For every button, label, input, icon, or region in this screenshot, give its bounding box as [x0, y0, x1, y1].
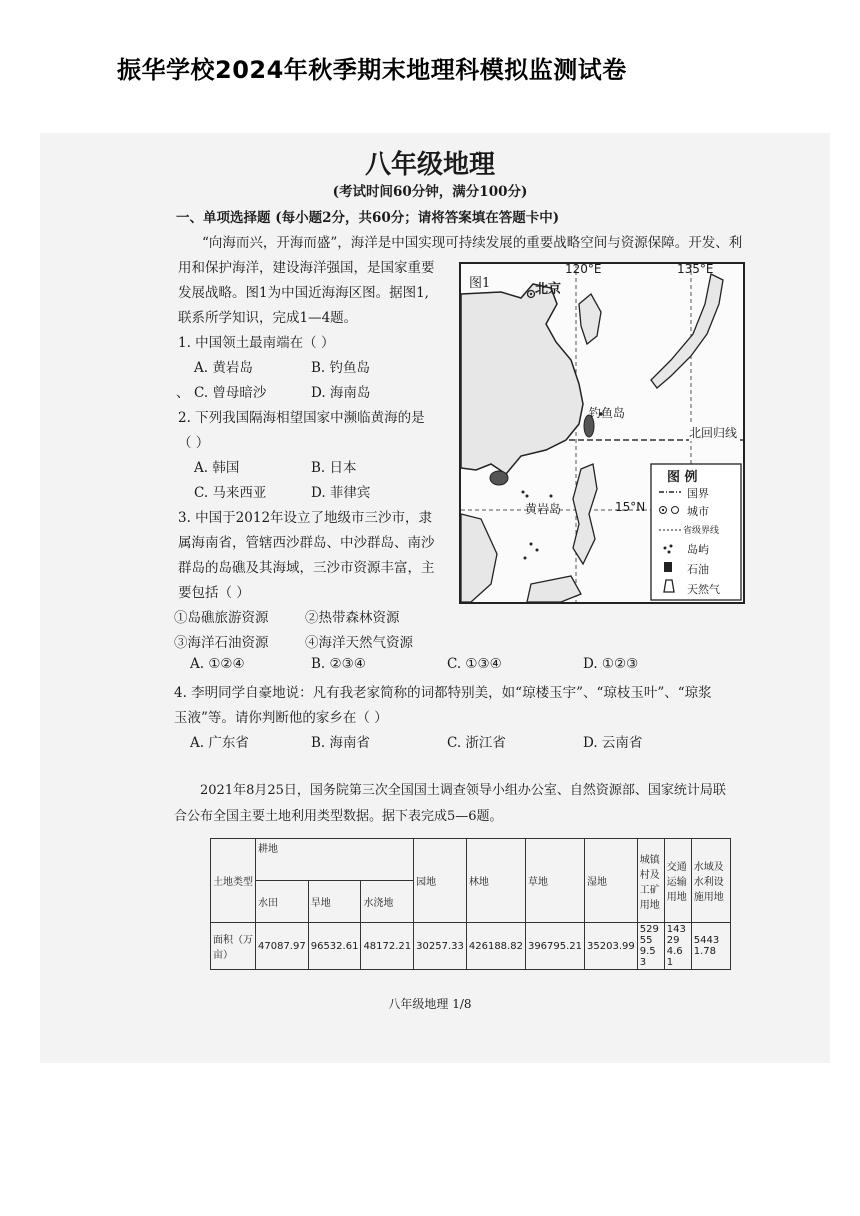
intro-line-1: “向海而兴，开海而盛”，海洋是中国实现可持续发展的重要战略空间与资源保障。开发、利: [202, 235, 743, 251]
table-subheader: 水田: [256, 881, 309, 923]
legend-island: 岛屿: [687, 543, 709, 556]
passage-line-1: 2021年8月25日，国务院第三次全国国土调查领导小组办公室、自然资源部、国家统计局联: [200, 783, 726, 798]
table-header-col: 城镇村及工矿用地: [637, 839, 664, 923]
table-cell: 47087.97: [256, 923, 309, 970]
paper-title: 八年级地理: [364, 150, 495, 180]
q1-option-b: B. 钓鱼岛: [311, 360, 371, 376]
q2-option-d: D. 菲律宾: [311, 485, 371, 501]
table-cell: 48172.21: [361, 923, 414, 970]
table-cell: 35203.99: [585, 923, 638, 970]
map-lon-135: 135°E: [677, 262, 714, 276]
page-header-title: 振华学校2024年秋季期末地理科模拟监测试卷: [117, 56, 627, 84]
map-label-15n: 15°N: [615, 500, 646, 514]
table-header-col: 园地: [414, 839, 467, 923]
legend-province-line: 省级界线: [683, 526, 720, 536]
map-label-diaoyu: 钓鱼岛: [589, 406, 626, 420]
table-cell: 396795.21: [525, 923, 584, 970]
q3-item-1: ①岛礁旅游资源: [174, 610, 269, 626]
table-header-col: 水域及水利设施用地: [691, 839, 730, 923]
table-header-col: 林地: [466, 839, 525, 923]
q3-option-a: A. ①②④: [190, 656, 245, 672]
q4-line-2: 玉液”等。请你判断他的家乡在（ ）: [174, 710, 388, 726]
table-cell: 426188.82: [466, 923, 525, 970]
q3-option-d: D. ①②③: [583, 656, 639, 672]
table-cell: 143294.61: [664, 923, 691, 970]
table-subheader: 水浇地: [361, 881, 414, 923]
q4-option-b: B. 海南省: [311, 735, 371, 751]
map-label-tropic: 北回归线: [689, 426, 738, 440]
intro-line-2: 用和保护海洋，建设海洋强国，是国家重要: [178, 260, 435, 276]
passage-line-2: 合公布全国主要土地利用类型数据。据下表完成5—6题。: [174, 809, 503, 824]
q3-option-c: C. ①③④: [447, 656, 502, 672]
q1-option-c: C. 曾母暗沙: [194, 385, 267, 401]
table-area-label: 面积（万亩）: [211, 923, 256, 970]
paper-subtitle: (考试时间60分钟，满分100分): [332, 184, 528, 200]
q3-item-2: ②热带森林资源: [305, 610, 400, 626]
table-cell: 529559.53: [637, 923, 664, 970]
q3-line-2: 属海南省，管辖西沙群岛、中沙群岛、南沙: [178, 535, 435, 551]
table-subheader: 旱地: [308, 881, 361, 923]
table-header-gengdi: 耕地: [256, 839, 414, 881]
map-figure-label: 图1: [469, 276, 491, 291]
table-cell: 96532.61: [308, 923, 361, 970]
table-cell: 54431.78: [691, 923, 730, 970]
intro-line-3: 发展战略。图1为中国近海海区图。据图1,: [178, 285, 429, 301]
table-cell: 30257.33: [414, 923, 467, 970]
map-label-beijing: 北京: [535, 282, 562, 297]
q1-stem: 1. 中国领土最南端在（ ）: [178, 335, 335, 351]
q3-item-3: ③海洋石油资源: [174, 635, 269, 651]
intro-line-4: 联系所学知识，完成1—4题。: [178, 310, 358, 326]
q4-option-d: D. 云南省: [583, 735, 643, 751]
page-footer: 八年级地理 1/8: [388, 997, 472, 1011]
map-lon-120: 120°E: [565, 262, 602, 276]
stray-mark: 、: [176, 385, 190, 401]
table-header-col: 交通运输用地: [664, 839, 691, 923]
q1-option-d: D. 海南岛: [311, 385, 371, 401]
legend-title: 图 例: [667, 470, 698, 485]
china-sea-map: [459, 262, 745, 604]
q2-option-b: B. 日本: [311, 460, 357, 476]
q2-stem: 2. 下列我国隔海相望国家中濒临黄海的是: [178, 410, 425, 426]
table-header-col: 湿地: [585, 839, 638, 923]
legend-oil: 石油: [687, 563, 709, 576]
legend-border: 国界: [687, 487, 709, 500]
q4-option-c: C. 浙江省: [447, 735, 506, 751]
q2-option-a: A. 韩国: [194, 460, 240, 476]
table-header-type: 土地类型: [211, 839, 256, 923]
q2-option-c: C. 马来西亚: [194, 485, 267, 501]
q1-option-a: A. 黄岩岛: [194, 360, 253, 376]
q4-line-1: 4. 李明同学自豪地说：凡有我老家简称的词都特别美，如“琼楼玉宇”、“琼枝玉叶”、“琼浆: [174, 685, 712, 701]
map-label-huangyan: 黄岩岛: [525, 502, 562, 516]
table-header-col: 草地: [525, 839, 584, 923]
legend-gas: 天然气: [687, 583, 720, 596]
section-heading: 一、单项选择题 (每小题2分，共60分；请将答案填在答题卡中): [176, 210, 560, 226]
q3-line-4: 要包括（ ）: [178, 585, 250, 601]
land-use-table: [210, 838, 731, 970]
q3-line-3: 群岛的岛礁及其海域，三沙市资源丰富，主: [178, 560, 435, 576]
legend-city: 城市: [687, 505, 709, 518]
q2-stem-bracket: （ ）: [178, 435, 210, 451]
q3-line-1: 3. 中国于2012年设立了地级市三沙市，隶: [178, 510, 433, 526]
q3-item-4: ④海洋天然气资源: [305, 635, 413, 651]
q4-option-a: A. 广东省: [190, 735, 249, 751]
q3-option-b: B. ②③④: [311, 656, 366, 672]
